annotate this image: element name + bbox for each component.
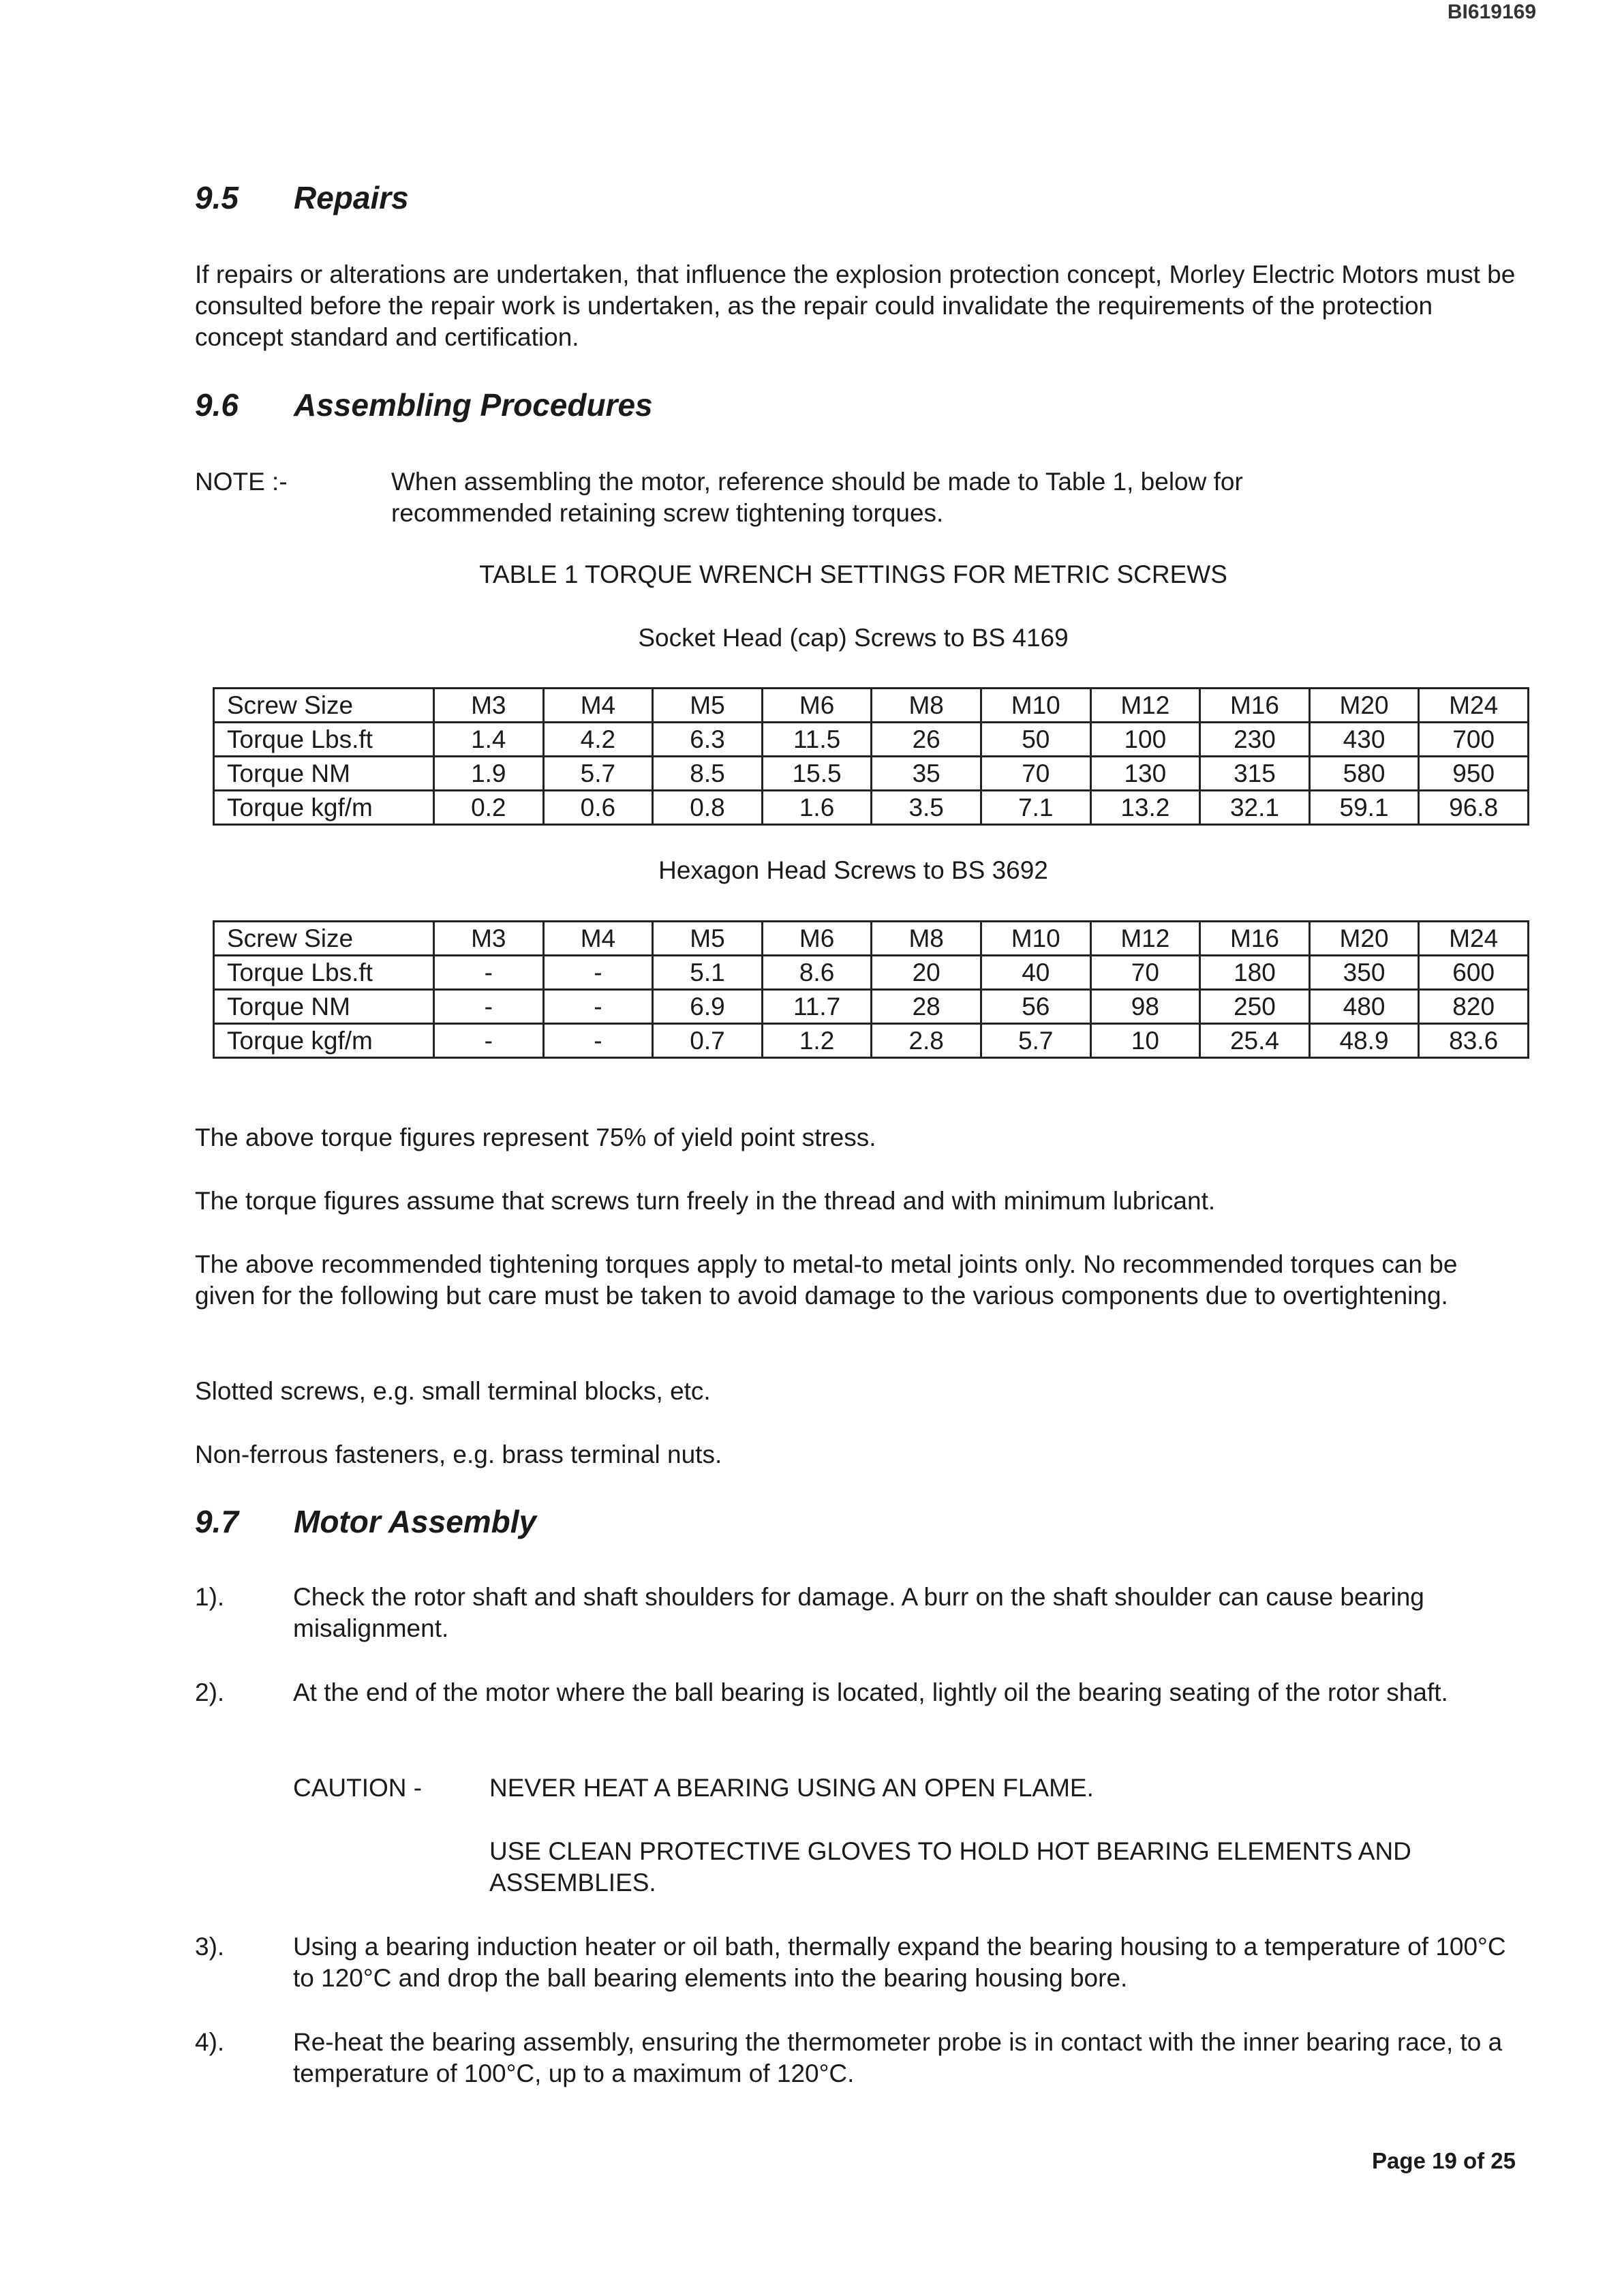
table-cell: - [434, 1024, 544, 1058]
table-cell: 11.5 [762, 723, 872, 757]
table-cell: M6 [762, 689, 872, 723]
caution-label: CAUTION - [293, 1774, 423, 1802]
table-cell: M12 [1090, 689, 1200, 723]
table-cell: M20 [1309, 689, 1419, 723]
table-cell: - [434, 956, 544, 990]
list-item-number: 4). [195, 2028, 225, 2056]
table-cell: 59.1 [1309, 791, 1419, 825]
table-cell: 180 [1200, 956, 1310, 990]
table-cell: M8 [872, 689, 981, 723]
table-cell: 98 [1090, 990, 1200, 1024]
table-cell: M20 [1309, 922, 1419, 956]
list-item-text: At the end of the motor where the ball bearing is located, lightly oil the bearing seating of the rotor shaft. [293, 1678, 1448, 1706]
table-cell: 480 [1309, 990, 1419, 1024]
section-title: Motor Assembly [294, 1504, 537, 1539]
table-cell: - [543, 990, 653, 1024]
caution-open-flame: NEVER HEAT A BEARING USING AN OPEN FLAME. [489, 1774, 1094, 1802]
table-cell: 83.6 [1419, 1024, 1529, 1058]
table-cell: 1.2 [762, 1024, 872, 1058]
torque-note-yield: The above torque figures represent 75% of yield point stress. [195, 1123, 876, 1151]
row-header: Torque kgf/m [214, 1024, 434, 1058]
hex-head-torque-table [213, 920, 1529, 1059]
table-cell: M3 [434, 922, 544, 956]
table-cell: 600 [1419, 956, 1529, 990]
table-cell: 0.2 [434, 791, 544, 825]
table-cell: 26 [872, 723, 981, 757]
document-reference: BI619169 [1447, 1, 1536, 23]
table-cell: 13.2 [1090, 791, 1200, 825]
table-cell: M10 [981, 689, 1090, 723]
table-cell: 5.1 [653, 956, 763, 990]
table-cell: 48.9 [1309, 1024, 1419, 1058]
table-cell: M8 [872, 922, 981, 956]
table-cell: 4.2 [543, 723, 653, 757]
list-item-text: Re-heat the bearing assembly, ensuring the thermometer probe is in contact with the inner bearing race, to a temperature of 100°C, up to a maximum of 120°C. [293, 2028, 1503, 2087]
table-row [214, 689, 1529, 723]
section-heading-motor-assembly [195, 1502, 536, 1541]
table-cell: 28 [872, 990, 981, 1024]
table-cell: - [543, 1024, 653, 1058]
torque-note-lubricant: The torque figures assume that screws turn freely in the thread and with minimum lubricant. [195, 1187, 1216, 1215]
table-row [214, 723, 1529, 757]
table-cell: 5.7 [981, 1024, 1090, 1058]
table-cell: M4 [543, 689, 653, 723]
table-cell: 6.9 [653, 990, 763, 1024]
row-header: Torque NM [214, 990, 434, 1024]
list-item-number: 2). [195, 1678, 225, 1706]
section-title: Assembling Procedures [294, 387, 653, 423]
socket-head-torque-table [213, 687, 1529, 826]
row-header: Torque NM [214, 757, 434, 791]
section-title: Repairs [294, 180, 409, 215]
table-cell: M10 [981, 922, 1090, 956]
section-number: 9.7 [195, 1504, 239, 1539]
table-cell: 32.1 [1200, 791, 1310, 825]
socket-table-caption: Socket Head (cap) Screws to BS 4169 [638, 624, 1069, 652]
torque-note-metal-joints: The above recommended tightening torques apply to metal-to metal joints only. No recommended torques can be given for the following but care must be taken to avoid damage to the various components due to overtightening. [195, 1250, 1458, 1310]
table-cell: M16 [1200, 689, 1310, 723]
table-cell: 0.7 [653, 1024, 763, 1058]
table-row [214, 922, 1529, 956]
hex-table-caption: Hexagon Head Screws to BS 3692 [658, 856, 1048, 884]
row-header: Torque kgf/m [214, 791, 434, 825]
table-cell: M24 [1419, 689, 1529, 723]
table-cell: 11.7 [762, 990, 872, 1024]
table-cell: M12 [1090, 922, 1200, 956]
table-cell: 3.5 [872, 791, 981, 825]
table-cell: 70 [1090, 956, 1200, 990]
list-item-number: 3). [195, 1933, 225, 1961]
caution-gloves: USE CLEAN PROTECTIVE GLOVES TO HOLD HOT BEARING ELEMENTS AND ASSEMBLIES. [489, 1837, 1411, 1897]
section-number: 9.5 [195, 180, 239, 215]
table-cell: 25.4 [1200, 1024, 1310, 1058]
table-row [214, 956, 1529, 990]
table-cell: 56 [981, 990, 1090, 1024]
note-label: NOTE :- [195, 468, 288, 496]
section-number: 9.6 [195, 387, 239, 423]
table-cell: 950 [1419, 757, 1529, 791]
table-cell: M3 [434, 689, 544, 723]
table-cell: 8.5 [653, 757, 763, 791]
page-number: Page 19 of 25 [1372, 2148, 1516, 2173]
torque-note-slotted-screws: Slotted screws, e.g. small terminal blocks, etc. [195, 1377, 711, 1405]
table-title: TABLE 1 TORQUE WRENCH SETTINGS FOR METRIC SCREWS [479, 560, 1227, 588]
table-cell: 130 [1090, 757, 1200, 791]
row-header: Torque Lbs.ft [214, 956, 434, 990]
table-cell: 1.4 [434, 723, 544, 757]
table-cell: 430 [1309, 723, 1419, 757]
table-cell: - [434, 990, 544, 1024]
table-row [214, 1024, 1529, 1058]
table-cell: 1.9 [434, 757, 544, 791]
list-item-text: Check the rotor shaft and shaft shoulders for damage. A burr on the shaft shoulder can cause bearing misalignment. [293, 1583, 1424, 1642]
table-cell: 0.8 [653, 791, 763, 825]
table-row [214, 990, 1529, 1024]
repairs-paragraph: If repairs or alterations are undertaken, that influence the explosion protection concept, Morley Electric Motors must be consulted before the repair work is undertaken, as the repair could invalidate the requirements of the protection concept standard and certification. [195, 260, 1516, 351]
table-row [214, 791, 1529, 825]
list-item-number: 1). [195, 1583, 225, 1611]
row-header: Screw Size [214, 922, 434, 956]
table-cell: 580 [1309, 757, 1419, 791]
table-cell: 350 [1309, 956, 1419, 990]
table-cell: 7.1 [981, 791, 1090, 825]
section-heading-repairs [195, 179, 409, 217]
row-header: Torque Lbs.ft [214, 723, 434, 757]
row-header: Screw Size [214, 689, 434, 723]
table-cell: M16 [1200, 922, 1310, 956]
table-cell: 315 [1200, 757, 1310, 791]
note-text: When assembling the motor, reference should be made to Table 1, below for recommended retaining screw tightening torques. [391, 468, 1243, 527]
table-cell: 250 [1200, 990, 1310, 1024]
table-row [214, 757, 1529, 791]
table-cell: 1.6 [762, 791, 872, 825]
table-cell: 40 [981, 956, 1090, 990]
torque-note-non-ferrous: Non-ferrous fasteners, e.g. brass terminal nuts. [195, 1440, 722, 1468]
table-cell: 0.6 [543, 791, 653, 825]
table-cell: 100 [1090, 723, 1200, 757]
table-cell: 8.6 [762, 956, 872, 990]
table-cell: 5.7 [543, 757, 653, 791]
table-cell: 35 [872, 757, 981, 791]
table-cell: M5 [653, 922, 763, 956]
table-cell: - [543, 956, 653, 990]
table-cell: 10 [1090, 1024, 1200, 1058]
table-cell: 96.8 [1419, 791, 1529, 825]
list-item-text: Using a bearing induction heater or oil bath, thermally expand the bearing housing to a temperature of 100°C to 120°C and drop the ball bearing elements into the bearing housing bore. [293, 1933, 1506, 1992]
table-cell: M5 [653, 689, 763, 723]
table-cell: M24 [1419, 922, 1529, 956]
table-cell: 700 [1419, 723, 1529, 757]
section-heading-assembling [195, 386, 653, 424]
table-cell: 6.3 [653, 723, 763, 757]
table-cell: 820 [1419, 990, 1529, 1024]
table-cell: 15.5 [762, 757, 872, 791]
table-cell: M6 [762, 922, 872, 956]
table-cell: 2.8 [872, 1024, 981, 1058]
table-cell: 70 [981, 757, 1090, 791]
table-cell: 20 [872, 956, 981, 990]
table-cell: 50 [981, 723, 1090, 757]
table-cell: 230 [1200, 723, 1310, 757]
table-cell: M4 [543, 922, 653, 956]
